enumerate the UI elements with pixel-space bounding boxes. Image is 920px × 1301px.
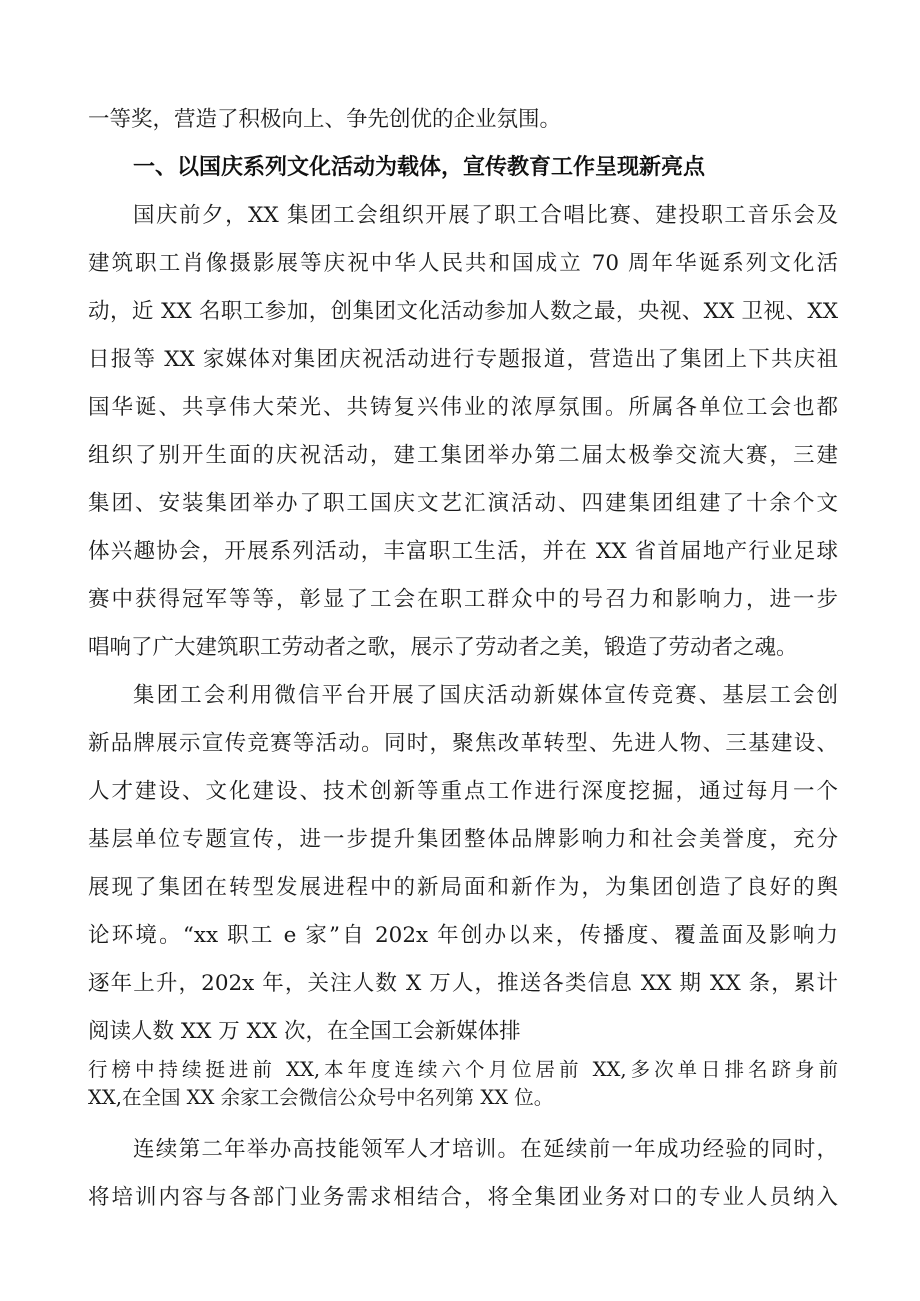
paragraph-line: 体兴趣协会，开展系列活动，丰富职工生活，并在 XX 省首届地产行业足球 bbox=[88, 539, 838, 564]
paragraph-line: 国华诞、共享伟大荣光、共铸复兴伟业的浓厚氛围。所属各单位工会也都 bbox=[88, 395, 838, 420]
paragraph-2 bbox=[88, 672, 838, 1112]
paragraph-line: 新品牌展示宣传竞赛等活动。同时，聚焦改革转型、先进人物、三基建设、 bbox=[88, 731, 838, 756]
paragraph-line: 连续第二年举办高技能领军人才培训。在延续前一年成功经验的同时， bbox=[133, 1137, 838, 1162]
paragraph-line: 建筑职工肖像摄影展等庆祝中华人民共和国成立 70 周年华诞系列文化活 bbox=[88, 251, 838, 276]
paragraph-gap bbox=[88, 1112, 838, 1126]
paragraph-line-dense: XX,在全国 XX 余家工会微信公众号中名列第 XX 位。 bbox=[88, 1086, 554, 1109]
paragraph-line: 国庆前夕，XX 集团工会组织开展了职工合唱比赛、建投职工音乐会及 bbox=[133, 203, 838, 228]
paragraph-line-dense: 行榜中持续挺进前 XX,本年度连续六个月位居前 XX,多次单日排名跻身前 bbox=[88, 1058, 838, 1081]
section-heading: 一、以国庆系列文化活动为载体，宣传教育工作呈现新亮点 bbox=[133, 155, 706, 180]
paragraph-line: 组织了别开生面的庆祝活动，建工集团举办第二届太极拳交流大赛，三建 bbox=[88, 443, 838, 468]
paragraph-line: 论环境。“xx 职工 e 家”自 202x 年创办以来，传播度、覆盖面及影响力 bbox=[88, 923, 838, 948]
paragraph-line: 集团工会利用微信平台开展了国庆活动新媒体宣传竞赛、基层工会创 bbox=[133, 683, 838, 708]
paragraph-line: 基层单位专题宣传，进一步提升集团整体品牌影响力和社会美誉度，充分 bbox=[88, 827, 838, 852]
paragraph-line: 集团、安装集团举办了职工国庆文艺汇演活动、四建集团组建了十余个文 bbox=[88, 491, 838, 516]
paragraph-line: 唱响了广大建筑职工劳动者之歌，展示了劳动者之美，锻造了劳动者之魂。 bbox=[88, 635, 798, 660]
paragraph-line: 展现了集团在转型发展进程中的新局面和新作为，为集团创造了良好的舆 bbox=[88, 875, 838, 900]
paragraph-line: 将培训内容与各部门业务需求相结合，将全集团业务对口的专业人员纳入 bbox=[88, 1185, 838, 1210]
paragraph-line: 日报等 XX 家媒体对集团庆祝活动进行专题报道，营造出了集团上下共庆祖 bbox=[88, 347, 838, 372]
paragraph-line: 赛中获得冠军等等，彰显了工会在职工群众中的号召力和影响力，进一步 bbox=[88, 587, 838, 612]
paragraph-line: 逐年上升，202x 年，关注人数 X 万人，推送各类信息 XX 期 XX 条，累计 bbox=[88, 971, 838, 996]
paragraph-line: 动，近 XX 名职工参加，创集团文化活动参加人数之最，央视、XX 卫视、XX bbox=[88, 299, 838, 324]
paragraph-3 bbox=[88, 1126, 838, 1222]
document-page bbox=[88, 96, 838, 1222]
intro-tail-line: 一等奖，营造了积极向上、争先创优的企业氛围。 bbox=[88, 107, 562, 132]
paragraph-1 bbox=[88, 192, 838, 672]
paragraph-line: 人才建设、文化建设、技术创新等重点工作进行深度挖掘，通过每月一个 bbox=[88, 779, 838, 804]
paragraph-line: 阅读人数 XX 万 XX 次，在全国工会新媒体排 bbox=[88, 1019, 521, 1044]
